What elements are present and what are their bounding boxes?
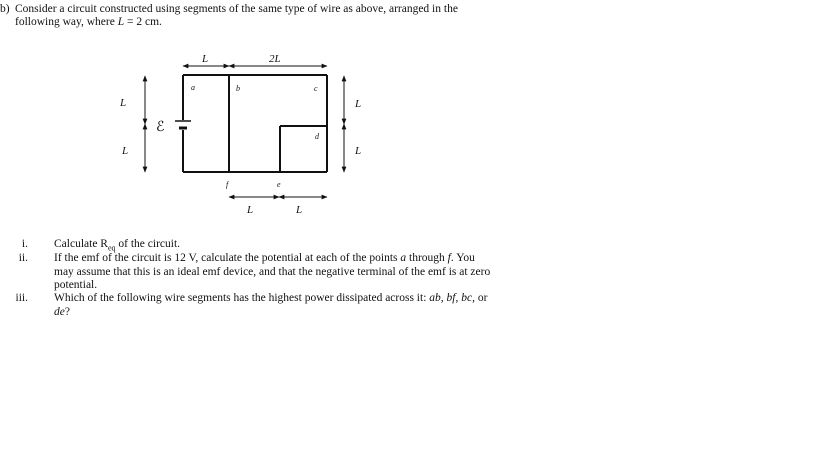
question-3-text <box>54 292 504 319</box>
q2-line-1 <box>54 252 504 266</box>
q2-var-f: f <box>447 252 451 264</box>
dim-label-left-lower: L <box>122 145 129 157</box>
q1-text-b: of the circuit. <box>115 238 181 250</box>
dim-label-bottom-left: L <box>247 204 254 216</box>
dim-label-top-left: L <box>202 53 209 65</box>
variable-L: L <box>117 16 125 28</box>
dim-label-left-upper: L <box>120 97 127 109</box>
q1-subscript: eq <box>107 243 116 253</box>
q3-comma-1: , <box>440 292 447 304</box>
point-label-a: a <box>191 83 195 92</box>
q3-text-a: Which of the following wire segments has the highest power dissipated across it: <box>54 292 430 304</box>
problem-line-2-value: = 2 cm. <box>124 16 162 28</box>
q3-seg-bc: bc <box>461 292 473 304</box>
emf-battery <box>175 121 191 128</box>
q3-comma-2: , <box>455 292 462 304</box>
q3-seg-ab: ab <box>429 292 441 304</box>
problem-line-2-text: following way, where <box>15 16 118 28</box>
emf-symbol: ℰ <box>156 119 165 135</box>
q2-text-c: . You <box>450 252 475 264</box>
dim-label-bottom-right: L <box>296 204 303 216</box>
dim-label-top-right: 2L <box>269 53 281 65</box>
q3-seg-de: de <box>54 305 65 318</box>
q3-seg-bf: bf <box>446 292 456 304</box>
question-1-number: i. <box>21 238 28 250</box>
q2-line-2: may assume that this is an ideal emf device, and that the negative terminal of the emf is at zero <box>54 265 491 278</box>
q2-text-a: If the emf of the circuit is 12 V, calculate the potential at each of the points <box>54 252 401 264</box>
point-label-c: c <box>314 84 318 93</box>
point-label-b: b <box>236 84 240 93</box>
question-2-number: ii. <box>18 252 28 264</box>
dim-label-right-upper: L <box>355 98 362 110</box>
point-label-e: e <box>277 180 281 189</box>
q3-line-2 <box>54 306 504 320</box>
q2-var-a: a <box>400 252 407 264</box>
question-3-number: iii. <box>15 292 28 304</box>
question-2-text <box>54 252 504 293</box>
q3-or: , or <box>472 292 488 304</box>
q1-text-a: Calculate R <box>54 238 108 250</box>
q2-text-b: through <box>406 252 448 264</box>
dim-label-right-lower: L <box>355 145 362 157</box>
q3-line-1 <box>54 292 504 306</box>
q2-line-3: potential. <box>54 279 98 291</box>
point-label-d: d <box>315 132 319 141</box>
problem-line-1: Consider a circuit constructed using segments of the same type of wire as above, arranged in the <box>15 3 458 15</box>
problem-number: b) <box>0 3 10 15</box>
point-label-f: f <box>226 180 229 189</box>
q3-end: ? <box>64 305 70 318</box>
